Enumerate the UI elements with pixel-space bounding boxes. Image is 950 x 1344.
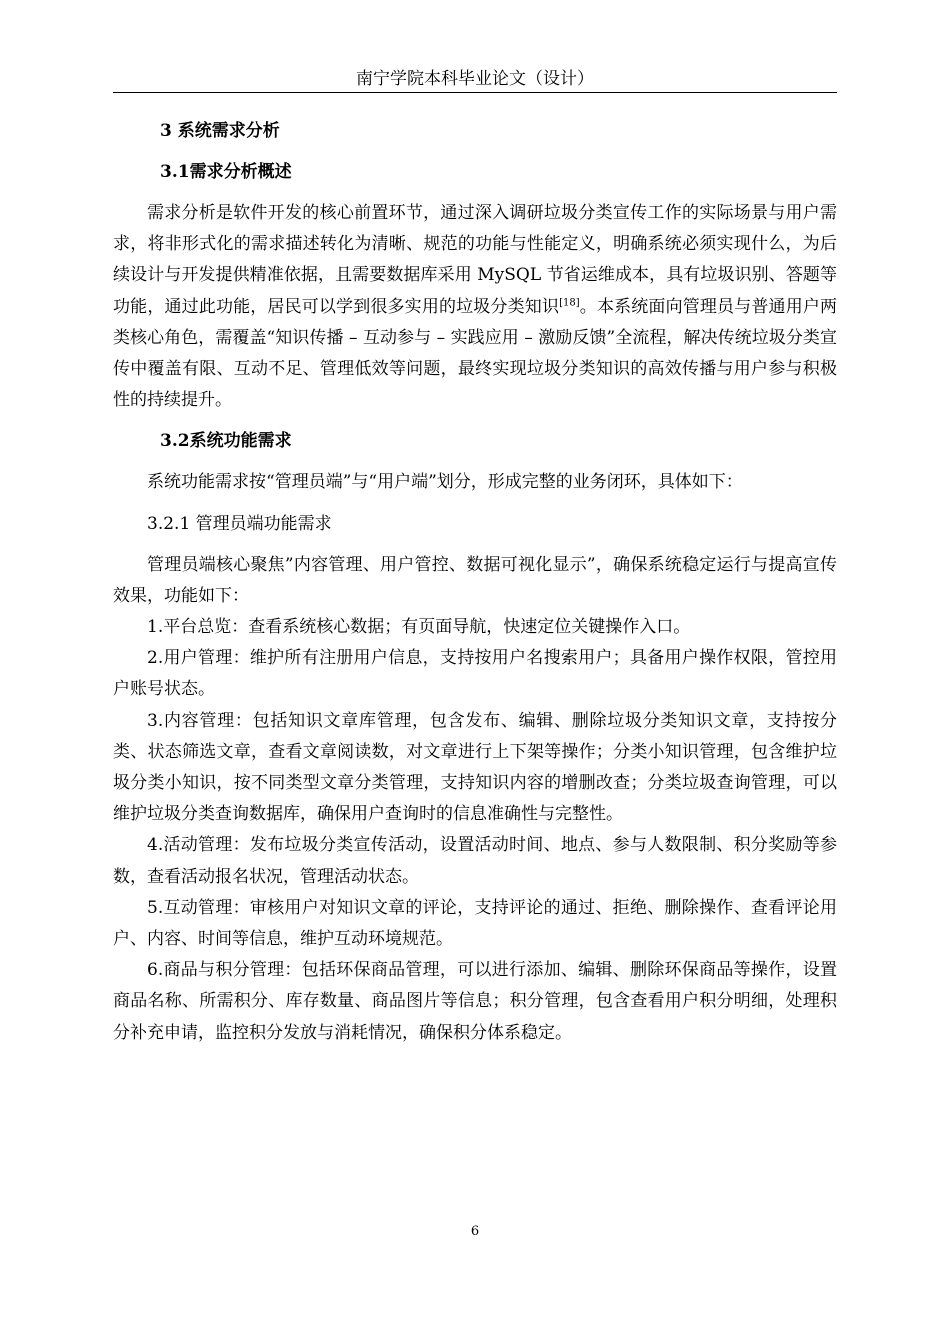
subsection-heading-3-1: 3.1需求分析概述 xyxy=(160,162,292,182)
paragraph-overview xyxy=(113,198,837,416)
list-item-user-management: 2.用户管理：维护所有注册用户信息，支持按用户名搜索用户；具备用户操作权限，管控用户账号状态。 xyxy=(113,648,837,700)
subsection-heading-3-2: 3.2系统功能需求 xyxy=(160,431,292,452)
page-number: 6 xyxy=(470,1224,480,1239)
page-body xyxy=(113,116,837,1049)
running-header: 南宁学院本科毕业论文（设计） xyxy=(356,69,594,89)
list-item-content-management: 3.内容管理：包括知识文章库管理，包含发布、编辑、删除垃圾分类知识文章，支持按分类、状态筛选文章，查看文章阅读数，对文章进行上下架等操作；分类小知识管理，包含维护垃圾分类小知识，按不同类型文章分类管理，支持知识内容的增删改查；分类垃圾查询管理，可以维护垃圾分类查询数据库，确保用户查询时的信息准确性与完整性。 xyxy=(113,710,837,825)
header-rule xyxy=(113,92,837,93)
list-item-activity-management: 4.活动管理：发布垃圾分类宣传活动，设置活动时间、地点、参与人数限制、积分奖励等参数，查看活动报名状况，管理活动状态。 xyxy=(113,835,837,887)
overview-text-part1: 需求分析是软件开发的核心前置环节，通过深入调研垃圾分类宣传工作的实际场景与用户需求，将非形式化的需求描述转化为清晰、规范的功能与性能定义，明确系统必须实现什么，为后续设计与开发提供精准依据，且需要数据库采用 MySQL 节省运维成本，具有垃圾识别、答题等功能，通过此功能，居民可以学到很多实用的垃圾分类知识 xyxy=(113,203,837,317)
overview-text-part2: 。本系统面向管理员与普通用户两类核心角色，需覆盖“知识传播 – 互动参与 – 实践应用 – 激励反馈”全流程，解决传统垃圾分类宣传中覆盖有限、互动不足、管理低效等问题，最终实现垃圾分类知识的高效传播与用户参与积极性的持续提升。 xyxy=(113,296,838,411)
subsubsection-heading-3-2-1: 3.2.1 管理员端功能需求 xyxy=(147,513,332,534)
list-item-goods-points-management: 6.商品与积分管理：包括环保商品管理，可以进行添加、编辑、删除环保商品等操作，设置商品名称、所需积分、库存数量、商品图片等信息；积分管理，包含查看用户积分明细，处理积分补充申请，监控积分发放与消耗情况，确保积分体系稳定。 xyxy=(113,960,837,1043)
citation-ref: [18] xyxy=(559,296,580,308)
list-item-overview: 1.平台总览：查看系统核心数据；有页面导航，快速定位关键操作入口。 xyxy=(147,617,691,638)
list-item-interaction-management: 5.互动管理：审核用户对知识文章的评论，支持评论的通过、拒绝、删除操作、查看评论用户、内容、时间等信息，维护互动环境规范。 xyxy=(113,897,837,950)
paragraph-admin-intro: 管理员端核心聚焦”内容管理、用户管控、数据可视化显示”，确保系统稳定运行与提高宣传效果，功能如下： xyxy=(113,554,837,606)
paragraph-function-intro: 系统功能需求按“管理员端”与“用户端”划分，形成完整的业务闭环，具体如下： xyxy=(147,472,743,493)
section-heading: 3 系统需求分析 xyxy=(160,121,280,141)
